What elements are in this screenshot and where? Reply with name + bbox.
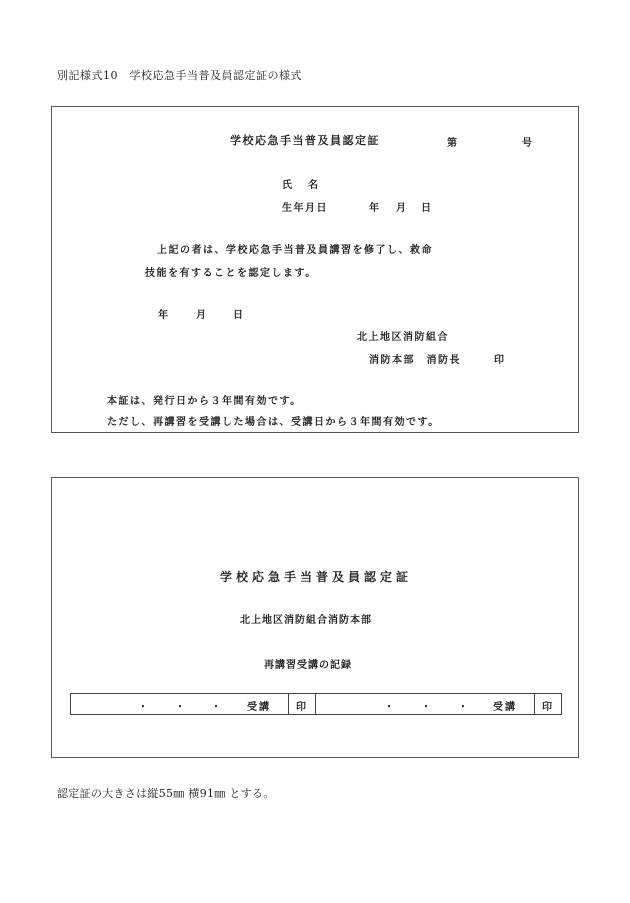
back-title: 学校応急手当普及員認定証 — [220, 570, 413, 584]
issue-day-label: 日 — [233, 310, 245, 321]
statement-line-2: 技能を有することを認定します。 — [145, 268, 317, 279]
re-training-record-table — [70, 693, 562, 715]
size-note: 認定証の大きさは縦55㎜ 横91㎜ とする。 — [57, 787, 275, 800]
issue-month-label: 月 — [196, 310, 208, 321]
birth-year-label: 年 — [369, 203, 381, 214]
issuer-seal: 印 — [494, 355, 506, 366]
record-date-cell-1 — [71, 694, 288, 714]
validity-note-2: ただし、再講習を受講した場合は、受講日から３年間有効です。 — [107, 417, 440, 428]
issuer-title: 消防本部 消防長 — [369, 355, 461, 366]
record-date-separator: ・ — [384, 702, 394, 713]
birth-day-label: 日 — [421, 203, 433, 214]
record-date-separator: ・ — [175, 702, 185, 713]
validity-note-1: 本証は、発行日から３年間有効です。 — [107, 396, 302, 407]
issue-year-label: 年 — [158, 310, 170, 321]
record-attended-label: 受講 — [493, 702, 517, 713]
record-seal: 印 — [542, 702, 552, 713]
record-date-separator: ・ — [458, 702, 468, 713]
issuer-org: 北上地区消防組合 — [357, 332, 449, 343]
record-date-separator: ・ — [421, 702, 431, 713]
birthdate-label: 生年月日 — [282, 203, 328, 214]
record-date-separator: ・ — [211, 702, 221, 713]
record-date-separator: ・ — [138, 702, 148, 713]
name-label: 氏 名 — [282, 180, 321, 191]
re-training-record-title: 再講習受講の記録 — [264, 660, 352, 671]
record-date-cell-2 — [315, 694, 534, 714]
record-attended-label: 受講 — [247, 702, 271, 713]
back-organization: 北上地区消防組合消防本部 — [240, 615, 372, 626]
record-seal: 印 — [296, 702, 306, 713]
birth-month-label: 月 — [396, 203, 408, 214]
form-heading: 別記様式10 学校応急手当普及員認定証の様式 — [57, 69, 302, 82]
certificate-number-prefix: 第 — [447, 138, 459, 149]
record-seal-cell-1 — [288, 694, 315, 714]
front-title: 学校応急手当普及員認定証 — [230, 134, 380, 147]
statement-line-1: 上記の者は、学校応急手当普及員講習を修了し、救命 — [157, 245, 433, 256]
certificate-back — [51, 477, 579, 758]
record-seal-cell-2 — [534, 694, 561, 714]
certificate-front — [51, 106, 579, 433]
certificate-number-suffix: 号 — [522, 138, 534, 149]
